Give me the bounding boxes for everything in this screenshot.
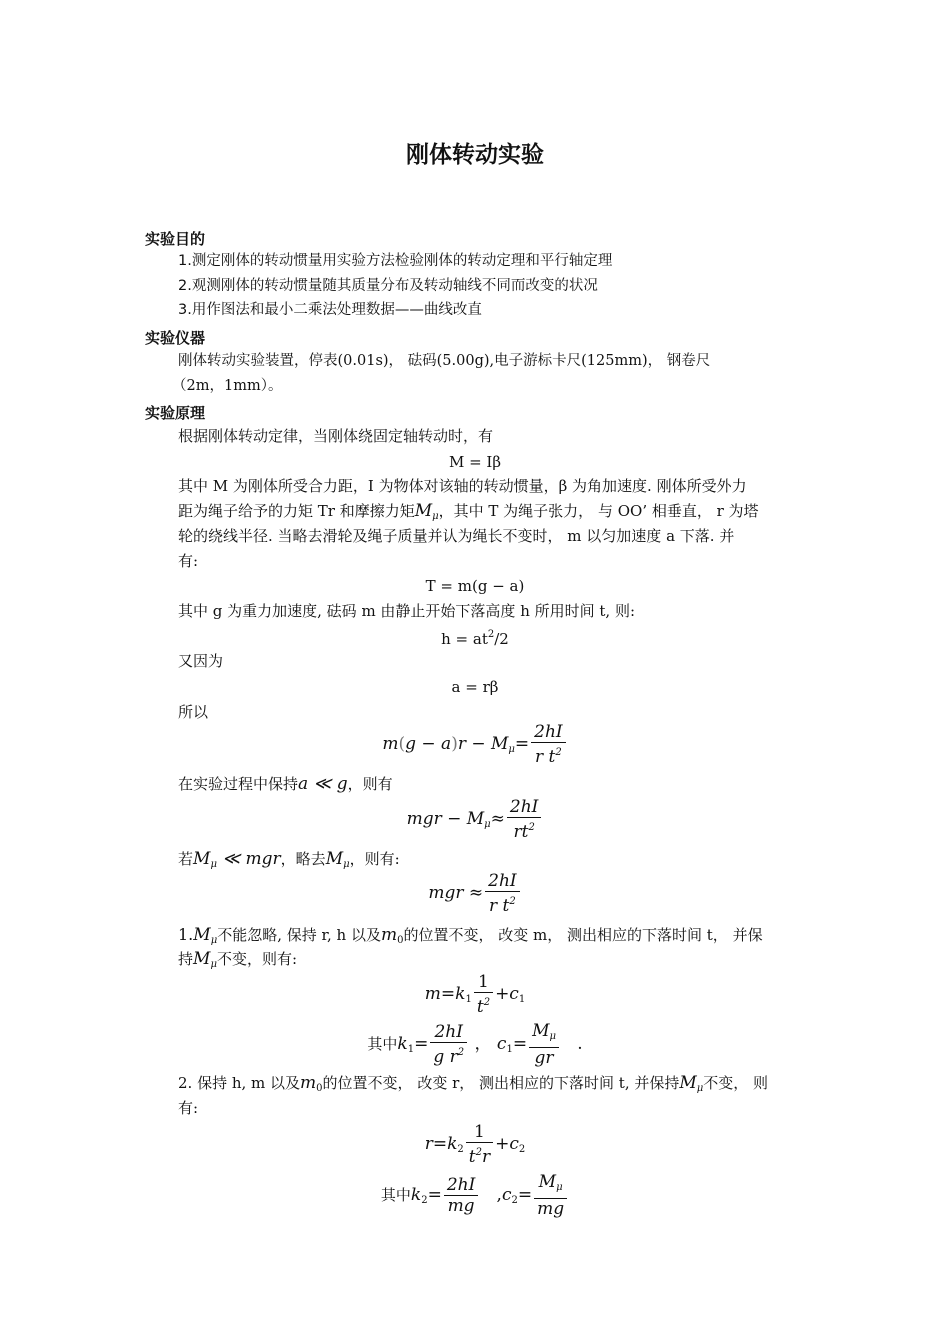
formula-case2-linear: $r=k_2$ $\frac{1}{t^2r}$ $+c_2$	[424, 1122, 526, 1167]
formula-approx-2: mgr ≈ $\frac{2hI}{r t^2}$	[0, 871, 950, 916]
page-title: 刚体转动实验	[406, 142, 544, 168]
equation-rotation-law: M = Iβ	[448, 453, 502, 471]
formula-motion: $m(g - a)r - M_\mu=$ $\frac{2hI}{r t^2}$	[0, 722, 950, 767]
purpose-item-3: 3.用作图法和最小二乘法处理数据——曲线改直	[178, 302, 482, 318]
purpose-item-1: 1.测定刚体的转动惯量用实验方法检验刚体的转动定理和平行轴定理	[178, 253, 613, 269]
keep-condition-line: 在实验过程中保持a ≪ g，则有	[178, 774, 393, 794]
para1-line2: 距为绳子给予的力矩 Tr 和摩擦力矩$M_\mu$，其中 T 为绳子张力， 与 OO’ 相垂直， r 为塔	[178, 501, 759, 522]
case1-line1: $1.M_\mu$不能忽略, 保持 r, h 以及$m_0$的位置不变， 改变 m， 测出相应的下落时间 t， 并保	[178, 925, 763, 946]
formula-case1-linear: $m=k_1$ $\frac{1}{t^2}$ $+c_1$	[424, 972, 526, 1017]
equation-height: $h = at^2/2$	[441, 629, 509, 648]
principle-intro: 根据刚体转动定律，当刚体绕固定轴转动时，有	[178, 427, 494, 445]
formula-approx-1: mgr − $M_\mu\approx$ $\frac{2hI}{rt^2}$	[0, 797, 950, 842]
formula-case1-coefficients: 其中$k_1=$ $\frac{2hI}{g r^2}$ ， $c_1=$ $\frac{M_\mu}{gr}$ .	[367, 1021, 583, 1068]
formula-case2-coefficients: 其中$k_2=$ $\frac{2hI}{mg}$ $,c_2=$ $\frac{M_\mu}{mg}$	[0, 1172, 950, 1219]
case2-line2: 有:	[178, 1099, 199, 1117]
para1-line1: 其中 M 为刚体所受合力距，I 为物体对该轴的转动惯量，β 为角加速度. 刚体所受外力	[178, 477, 747, 495]
para1-line4: 有:	[178, 552, 199, 570]
case2-line1: 2. 保持 h, m 以及$m_0$的位置不变， 改变 r， 测出相应的下落时间 t, 并保持$M_\mu$不变， 则	[178, 1073, 769, 1094]
para2: 其中 g 为重力加速度, 砝码 m 由静止开始下落高度 h 所用时间 t, 则:	[178, 602, 636, 620]
apparatus-line-2: （2m，1mm）。	[172, 378, 283, 394]
also-text: 又因为	[178, 652, 224, 670]
heading-purpose: 实验目的	[145, 230, 206, 248]
heading-apparatus: 实验仪器	[145, 329, 206, 347]
neglect-line: 若$M_\mu$ ≪ mgr，略去$M_\mu$，则有:	[178, 849, 400, 870]
equation-acceleration: a = rβ	[451, 678, 499, 696]
apparatus-line-1: 刚体转动实验装置，停表(0.01s)， 砝码(5.00g),电子游标卡尺(125mm)， 钢卷尺	[178, 353, 711, 369]
para1-line3: 轮的绕线半径. 当略去滑轮及绳子质量并认为绳长不变时， m 以匀加速度 a 下落. 并	[178, 527, 735, 545]
heading-principle: 实验原理	[145, 404, 206, 422]
purpose-item-2: 2.观测刚体的转动惯量随其质量分布及转动轴线不同而改变的状况	[178, 278, 598, 294]
so-text: 所以	[178, 703, 209, 721]
equation-tension: T = m(g − a)	[425, 577, 525, 595]
case1-line2: 持$M_\mu$不变，则有:	[178, 949, 297, 970]
